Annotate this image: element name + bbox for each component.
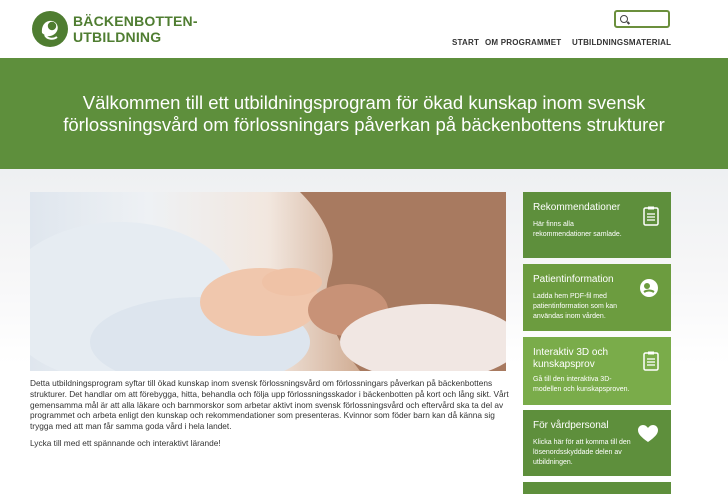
hero-photo	[30, 192, 506, 371]
card-rekommendationer[interactable]	[523, 192, 671, 258]
intro-paragraph-1: Detta utbildningsprogram syftar till ökad kunskap inom svensk förlossningsvård om förlossningars påverkan på bäckenbottens strukturer. Det handlar om att förebygga, hitta, behandla och följa upp förlossningsskador i bäckenbotten på kort och lång sikt. Vårt gemensamma mål är att alla läkare och barnmorskor som arbetar aktivt inom svensk förlossningsvård och eftervård ska ta del av programmet och arbeta enligt den kunskap och rekommendationer som presenteras. Kvinnor som föder barn kan då känna sig trygga med att man får samma goda vård i hela landet.	[30, 378, 509, 432]
intro-text	[30, 378, 510, 455]
baby-icon	[639, 278, 659, 298]
card-title: Interaktiv 3D och kunskapsprov	[533, 347, 609, 370]
hero-line-2: förlossningsvård om förlossningars påverkan på bäckenbottens strukturer	[63, 113, 665, 135]
logo-text	[73, 13, 198, 45]
clipboard-icon	[643, 351, 659, 371]
nav-start[interactable]: START	[452, 38, 480, 47]
search-input[interactable]	[614, 10, 670, 28]
logo-line-2: UTBILDNING	[73, 29, 162, 45]
intro-paragraph-2: Lycka till med ett spännande och interaktivt lärande!	[30, 437, 221, 448]
card-next-partial[interactable]	[523, 482, 671, 494]
nav-om-programmet[interactable]: OM PROGRAMMET	[485, 38, 562, 47]
logo-emblem-icon	[32, 11, 68, 47]
card-description: Ladda hem PDF-fil med patientinformation som kan användas inom vården.	[533, 293, 618, 320]
site-logo[interactable]	[32, 11, 198, 47]
logo-line-1: BÄCKENBOTTEN-	[73, 13, 198, 29]
card-patientinformation[interactable]	[523, 264, 671, 331]
heart-icon	[637, 424, 659, 444]
hero-heading	[63, 92, 665, 136]
card-title: Rekommendationer	[533, 202, 621, 213]
hero-banner	[0, 58, 728, 169]
card-title: Patientinformation	[533, 274, 614, 285]
card-for-vardpersonal[interactable]	[523, 410, 671, 476]
hero-line-1: Välkommen till ett utbildningsprogram för ökad kunskap inom svensk	[82, 91, 646, 113]
nav-utbildningsmaterial[interactable]: UTBILDNINGSMATERIAL	[572, 38, 672, 47]
search-icon	[620, 15, 628, 23]
site-header	[0, 0, 728, 58]
card-description: Här finns alla rekommendationer samlade.	[533, 221, 622, 238]
card-description: Klicka här för att komma till den lösenordsskyddade delen av utbildningen.	[533, 439, 631, 466]
card-interaktiv-3d[interactable]	[523, 337, 671, 405]
card-title: För vårdpersonal	[533, 420, 609, 431]
card-description: Gå till den interaktiva 3D-modellen och kunskapsproven.	[533, 376, 630, 393]
clipboard-icon	[643, 206, 659, 226]
